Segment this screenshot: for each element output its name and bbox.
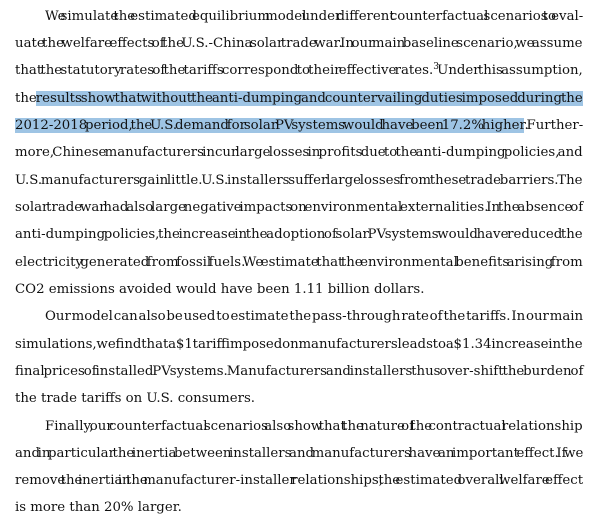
text-line: electricity generated from fossil fuels. We estimate that the environmental benefits arising from — [15, 255, 583, 270]
text-segment: the — [15, 91, 36, 106]
text-line: simulations, we find that a $1 tariff imposed on manufacturers leads to a $1.34 increase in the — [15, 337, 583, 352]
highlighted-text[interactable]: 2012-2018 period, the U.S. demand for solar PV systems would have been 17.2% higher — [15, 118, 525, 133]
text-line: Our model can also be used to estimate the pass-through rate of the tariffs. In our main — [45, 309, 584, 324]
text-line — [15, 90, 583, 108]
text-line: remove the inertia in the manufacturer-installer relationships, the estimated overall welfare effect — [15, 473, 584, 488]
text-line: We simulate the estimated equilibrium model under different counterfactual scenarios to eval- — [45, 9, 584, 24]
text-line — [15, 62, 583, 80]
footnote-marker[interactable]: 3 — [433, 62, 439, 72]
text-line: Finally, our counterfactual scenarios also show that the nature of the contractual relationship — [45, 419, 583, 434]
text-line: final prices of installed PV systems. Manufacturers and installers thus over-shift the burden of — [15, 364, 584, 379]
text-segment: Under this assumption, — [438, 63, 583, 78]
text-segment: that the statutory rates of the tariffs correspond to their effective rates. — [15, 63, 434, 78]
text-line: and in particular the inertia between installers and manufacturers have an important effect. If we — [15, 446, 584, 461]
text-line: solar trade war had also large negative impacts on environmental externalities. In the absence of — [15, 200, 584, 215]
text-line: more, Chinese manufacturers incur large losses in profits due to the anti-dumping policies, and — [15, 145, 583, 160]
highlighted-text[interactable]: results show that without the anti-dumping and countervailing duties imposed during the — [35, 91, 583, 106]
text-line: the trade tariffs on U.S. consumers. — [15, 391, 255, 406]
text-line: U.S. manufacturers gain little. U.S. installers suffer large losses from these trade barriers. The — [15, 173, 583, 188]
text-line: anti-dumping policies, the increase in the adoption of solar PV systems would have reduced the — [15, 227, 583, 242]
text-line: is more than 20% larger. — [15, 500, 182, 515]
text-line — [15, 117, 583, 135]
text-line: CO2 emissions avoided would have been 1.11 billion dollars. — [15, 282, 425, 297]
text-line: uate the welfare effects of the U.S.-China solar trade war. In our main baseline scenario, we assume — [15, 36, 583, 51]
text-segment: . Further- — [524, 118, 584, 133]
